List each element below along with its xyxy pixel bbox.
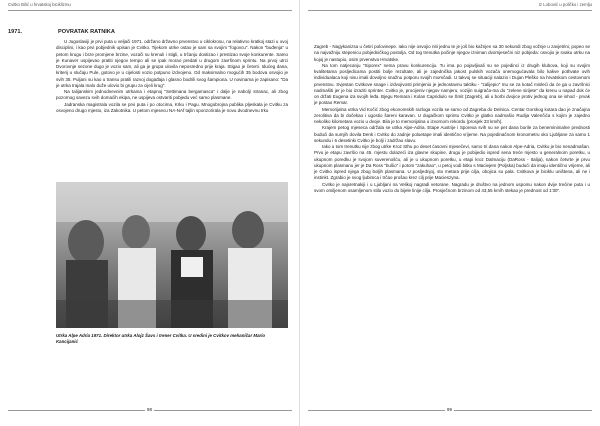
header-rule-right xyxy=(308,10,592,11)
section-title: POVRATAK RATNIKA xyxy=(58,29,115,35)
paragraph: Iako u tom trenutku nije zbog utrke Kroz Sthu po deset ćasovni mjesečevi, samo tri dana nakon Alpe-Adria, Cvitko je bio nenadmašan. Prvu je etapu završio na 45. mjestu dolazeći iza glavne skupine, drugu je pobijedio ispred sena treće mjesto u generalnom poretku, u ukupnom poredku je svojom suverenošću, ali je u ukupnom poretku, u etapi kroz Dalmaciju (DaRoss - Italija), nakon četvrte je prvu ukupnom plasmanu jer je Da Ross "bušio" i potom "zakuhao", u petoj vodi bitku s Maciejem (Poljska) budući da imaju identično vrijeme, ali je Cvitko ispred njega zbog boljih plasmana. U posljednjoj, sto metara prije cilja, obojica su pala. Cvitkova je biciklu uništena, ali ne i instinkt. Zgrabio je svog ljubimca i trčao prošao krez cilj prije Macieszyna. xyxy=(314,144,590,181)
right-body-text xyxy=(314,44,590,194)
left-body-text xyxy=(56,39,288,114)
race-photo xyxy=(56,182,288,328)
paragraph: Memorijalna utrka Vid Kočić zbog ekonomskih razloga vozila se samo od Zagreba do Delnica. Centar Gorskog kotara dao je značajna zerolitiva da bi dočekao i ugostio šareni karavan. U dugačkom sprintu Cvitko je glatko nadmašio Rudija Valenčića s kojim je zajedno nekoliko kilometara vozio u dvoje. Bila je to memorijalna u izvornom rekordu (prosjek 33 km/h). xyxy=(314,106,590,124)
page-number-right: 99 xyxy=(447,407,452,412)
running-header-left: Cvitko Bilić u hrvatskoj biciklizmu xyxy=(8,2,71,7)
page-number-left: 98 xyxy=(147,407,152,412)
paragraph: Krajem petog mjeseca održala se utrka Alpe-Adria. Etape Austrije i Sporexa svih su se pet dana borile za beneminimalne prednosti budući da sumjih dovila Denk i Cvitko do zadnje poluetape imali identično vrijeme. Na pojedinačnom kronometru oko Ljubljane za samo 1 sekundu i 6 desetinki Cvitko je bolji i zadržao slavu. xyxy=(314,125,590,143)
paragraph: U Jugoslaviji je prvi puta u veljači 1971. održano državno prvenstvo u ciklokrosu, na relativno kratkoj stazi u ovoj disciplini, i kao prvi pobjednik upisan je Cvitko. Tijekom utrke ostao je sam sa svojim "fogovcu". Nakon "buđenja" u petom krugu i brze promjene brzine, vozači su krenuli i stigli, u trčanju dostizao i prestizao svoje konkurente. Samo je Kunaver uspijevao pratiti njegov tempo ali se ipak morao predati u drugom završnom sprintu. Na prvoj utrci Dvorovnje sezone dugo je vozio sam, ali ga je grupa ulovila neposredno prije kraja. Stigao je četvrti. Idućeg dana, kriterij u slučaju Pule, gotovo je u cijelosti vozio potpuno izdvojeno. Od maksimalno mogućih 35 bodova osvojio je svih 35. Puljani su kao u transu pratili razvoj događaja i glasno bodrili svog šampiona. U novinama je zapisano: "Da je utrka trajala malo duže ulovio bi grupu za cijeli krug". xyxy=(56,39,288,88)
paragraph: Cvitko je najsretnakiji i u Ljubljani na Velikoj nagradi vetorane. Nagradu je društvo na jednom uspomu nakon dvije trećine puta i u svom omiljenom osamljenom stilu vozio do bijele linije cilja. Prosječnom brzinom od 43,55 km/h stekao je prednost od 1'30". xyxy=(314,181,590,193)
photo-caption: Utrka Alpe Adria 1971. Direktor utrka Alojz Šavs i trener Cvitka. U sredini je Cvitkov mehaničar Mario Kancijanić xyxy=(56,333,266,344)
paragraph: Na talijanskim jednodnevnim utrkama i etapnoj "Settimana bergamasca" i dalje je nabolji stranac, ali zbog pozornog savezu svih domaćih ekipa, ne uspijeva ostvariti pobjedu već samo plasmane. xyxy=(56,89,288,101)
race-photo-figures xyxy=(56,182,288,328)
paragraph: Zagreb - Nagykanizsa u četiri polovinepe. Iako nije osvojio niti jednu te je još bio kažnjen sa 30 sekundi zbog vožnje u zavjetrini, popeo se na najvažniju stepenicu pobjedničkog postolja. Od tog trenutka počinje njegov izniman dvomjesečni niz pobjeda: osvojio je svaku utrku na kojoj je nastupio, osim prvenstva Hrvatske. xyxy=(314,44,590,62)
paragraph: Jadranska magistrala vozila se prvi puta i po otocima, Krku i Pagu. Mnogobrojna publika pljeskala je Cvitku za osvojeno drugo mjesto, iza Zakotnika. U petom mjesecu NA-NAf tajlin sponzorirala je novu dvodnevnu trku xyxy=(56,101,288,113)
right-page xyxy=(300,0,600,426)
section-year: 1971. xyxy=(8,29,22,35)
header-rule-left xyxy=(8,10,292,11)
running-header-right: Iz Lobović u poličko i zemlju xyxy=(538,2,592,7)
paragraph: Na tom natjecanju "Siporex" nema pravu konkurenciju. Tu ima po pojavljivali su se pojedinci iz drugih klubova, koji su svojim kvalitetama posljedicama postiti bolje rezultate, ali je zajednička jakost pulskih vozača onemogućavala bilo kakve pothvate ovih individualaca koji nisu imali dovoljno snažnu potporu svojih momčadi. U takvoj se situaciji nalazio i Dujan Pleško na hrvatskom cestovnom prvenstvu. Svjestan Cvitkove snage i izdvojivosti primjenio je jednostavnu taktiku - "zalijepio" mu se za kotač misleći da će ga u završnici nadmašiti jer je bio izraziti sprinter. Cvitko je, procijeniv njegov namjeru, vozijin suigrača-ma do "zelene sirijete" da krenu u napad dok će on držati Eugena iza svojih leđa. Bjegu Remara i Kolan Capridiulo se Šmit (Zagreb), ali u borbi dvojice protiv jednog ona se ishod - prvak je postao Remar. xyxy=(314,62,590,106)
